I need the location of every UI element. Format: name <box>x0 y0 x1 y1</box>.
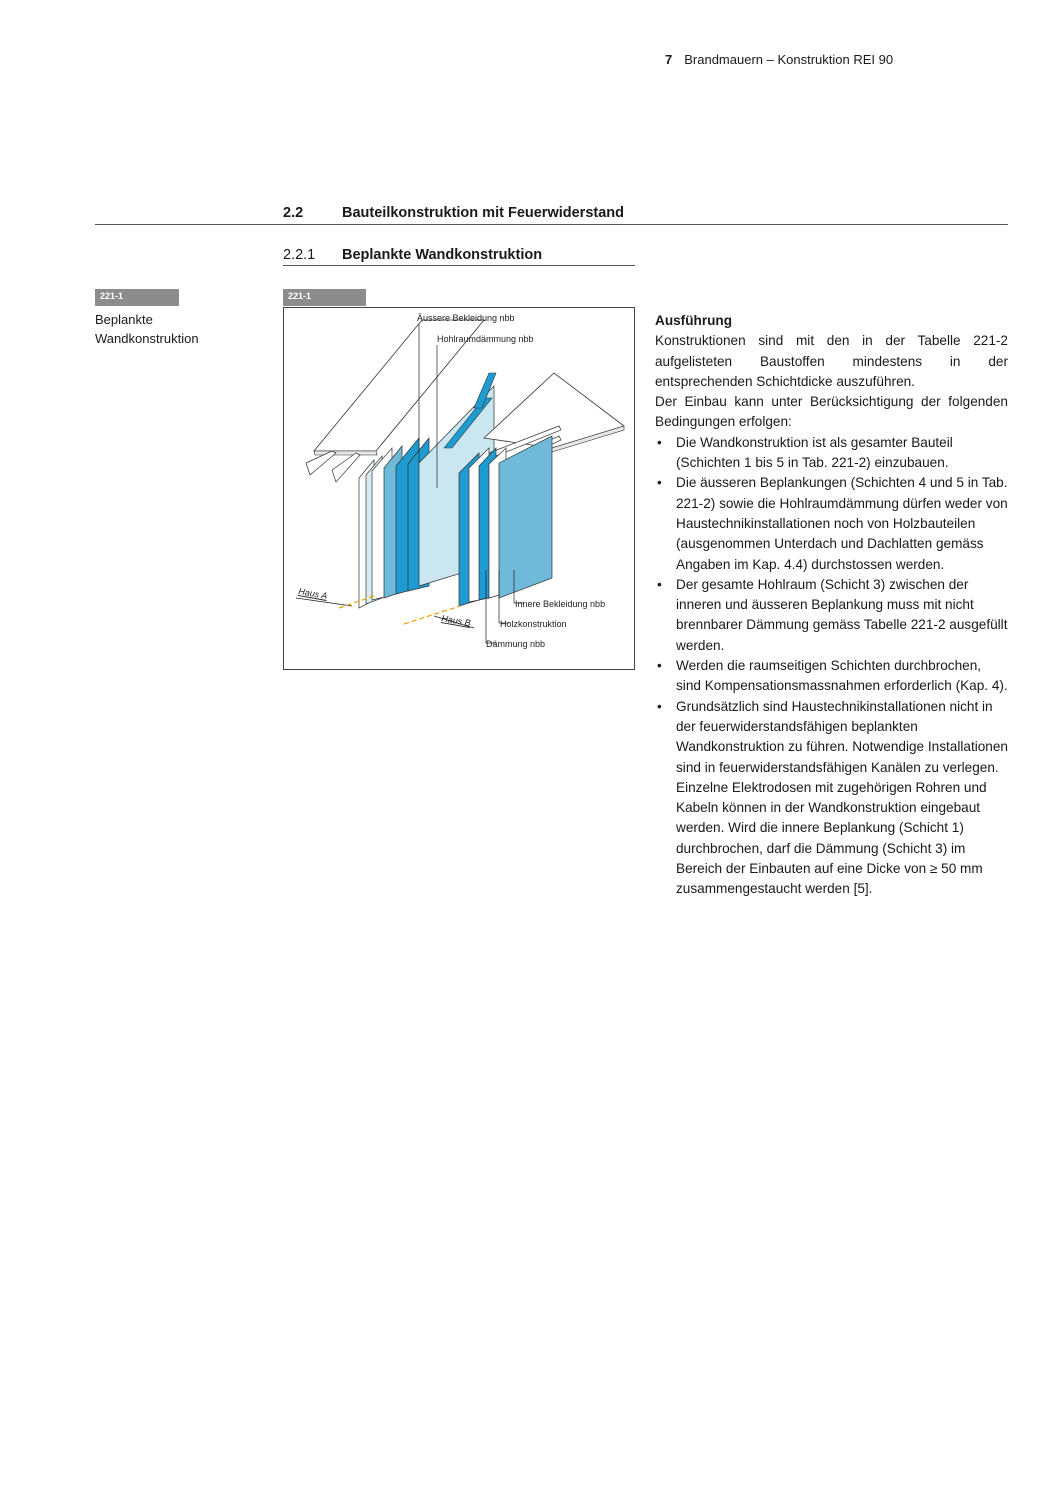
batten <box>332 453 360 482</box>
sidebar-caption-line: Wandkonstruktion <box>95 331 199 346</box>
figure-tag: 221-1 <box>283 289 366 306</box>
list-item: • Der gesamte Hohlraum (Schicht 3) zwischen der inneren und äusseren Beplankung muss mit nicht brennbarer Dämmung gemäss Tabelle 221-2 ausgefüllt werden. <box>655 575 1008 656</box>
wall-construction-figure <box>283 307 635 670</box>
label-inner-cladding: Innere Bekleidung nbb <box>515 599 606 609</box>
list-item: • Die äusseren Beplankungen (Schichten 4 und 5 in Tab. 221-2) sowie die Hohlraumdämmung dürfen weder von Haustechnikinstallationen noch von Holzbauteilen (ausgenommen Unterdach und Dachlatten gemäss Angaben im Kap. 4.4) durchstossen werden. <box>655 473 1008 574</box>
subsection-divider <box>283 265 635 266</box>
section-number: 2.2 <box>283 205 304 221</box>
inner-cladding-panel <box>499 436 552 598</box>
subsection-number: 2.2.1 <box>283 247 316 263</box>
sidebar-caption <box>95 310 199 348</box>
label-wood-construction: Holzkonstruktion <box>500 619 567 629</box>
body-heading: Ausführung <box>655 313 733 328</box>
page-header <box>665 52 893 67</box>
label-outer-cladding: Äussere Bekleidung nbb <box>417 313 515 323</box>
label-house-a: Haus A <box>297 586 329 602</box>
list-item: • Werden die raumseitigen Schichten durchbrochen, sind Kompensationsmassnahmen erforderlich (Kap. 4). <box>655 656 1008 697</box>
label-house-b: Haus B <box>440 613 472 629</box>
body-paragraph: Der Einbau kann unter Berücksichtigung der folgenden Bedingungen erfolgen: <box>655 394 1008 430</box>
label-cavity-insulation: Hohlraumdämmung nbb <box>437 334 534 344</box>
label-insulation: Dämmung nbb <box>486 639 546 649</box>
chapter-title: Brandmauern – Konstruktion REI 90 <box>684 52 894 67</box>
section-title: Bauteilkonstruktion mit Feuerwiderstand <box>342 205 624 221</box>
wall-illustration <box>284 308 634 669</box>
list-item: • Grundsätzlich sind Haustechnikinstallationen nicht in der feuerwiderstandsfähigen beplankten Wandkonstruktion zu führen. Notwendige Installationen sind in feuerwiderstandsfähigen Kanälen zu verlegen. Einzelne Elektrodosen mit zugehörigen Rohren und Kabeln können in der Wandkonstruktion eingebaut werden. Wird die innere Beplankung (Schicht 1) durchbrochen, darf die Dämmung (Schicht 3) im Bereich der Einbauten auf eine Dicke von ≥ 50 mm zusammengestaucht werden [5]. <box>655 697 1008 900</box>
roof-slab-left-edge <box>314 451 377 455</box>
section-divider <box>95 224 1008 225</box>
body-text <box>655 311 1008 900</box>
condition-list <box>655 433 1008 900</box>
sidebar-caption-line: Beplankte <box>95 312 153 327</box>
subsection-title: Beplankte Wandkonstruktion <box>342 247 543 263</box>
body-paragraph: Konstruktionen sind mit den in der Tabelle 221-2 aufgelisteten Baustoffen mindestens in der entsprechenden Schichtdicke auszuführen. <box>655 333 1008 389</box>
list-item: • Die Wandkonstruktion ist als gesamter Bauteil (Schichten 1 bis 5 in Tab. 221-2) einzubauen. <box>655 433 1008 474</box>
sidebar-figure-tag: 221-1 <box>95 289 179 306</box>
roof-slab-right <box>484 373 624 448</box>
chapter-number: 7 <box>665 52 673 67</box>
